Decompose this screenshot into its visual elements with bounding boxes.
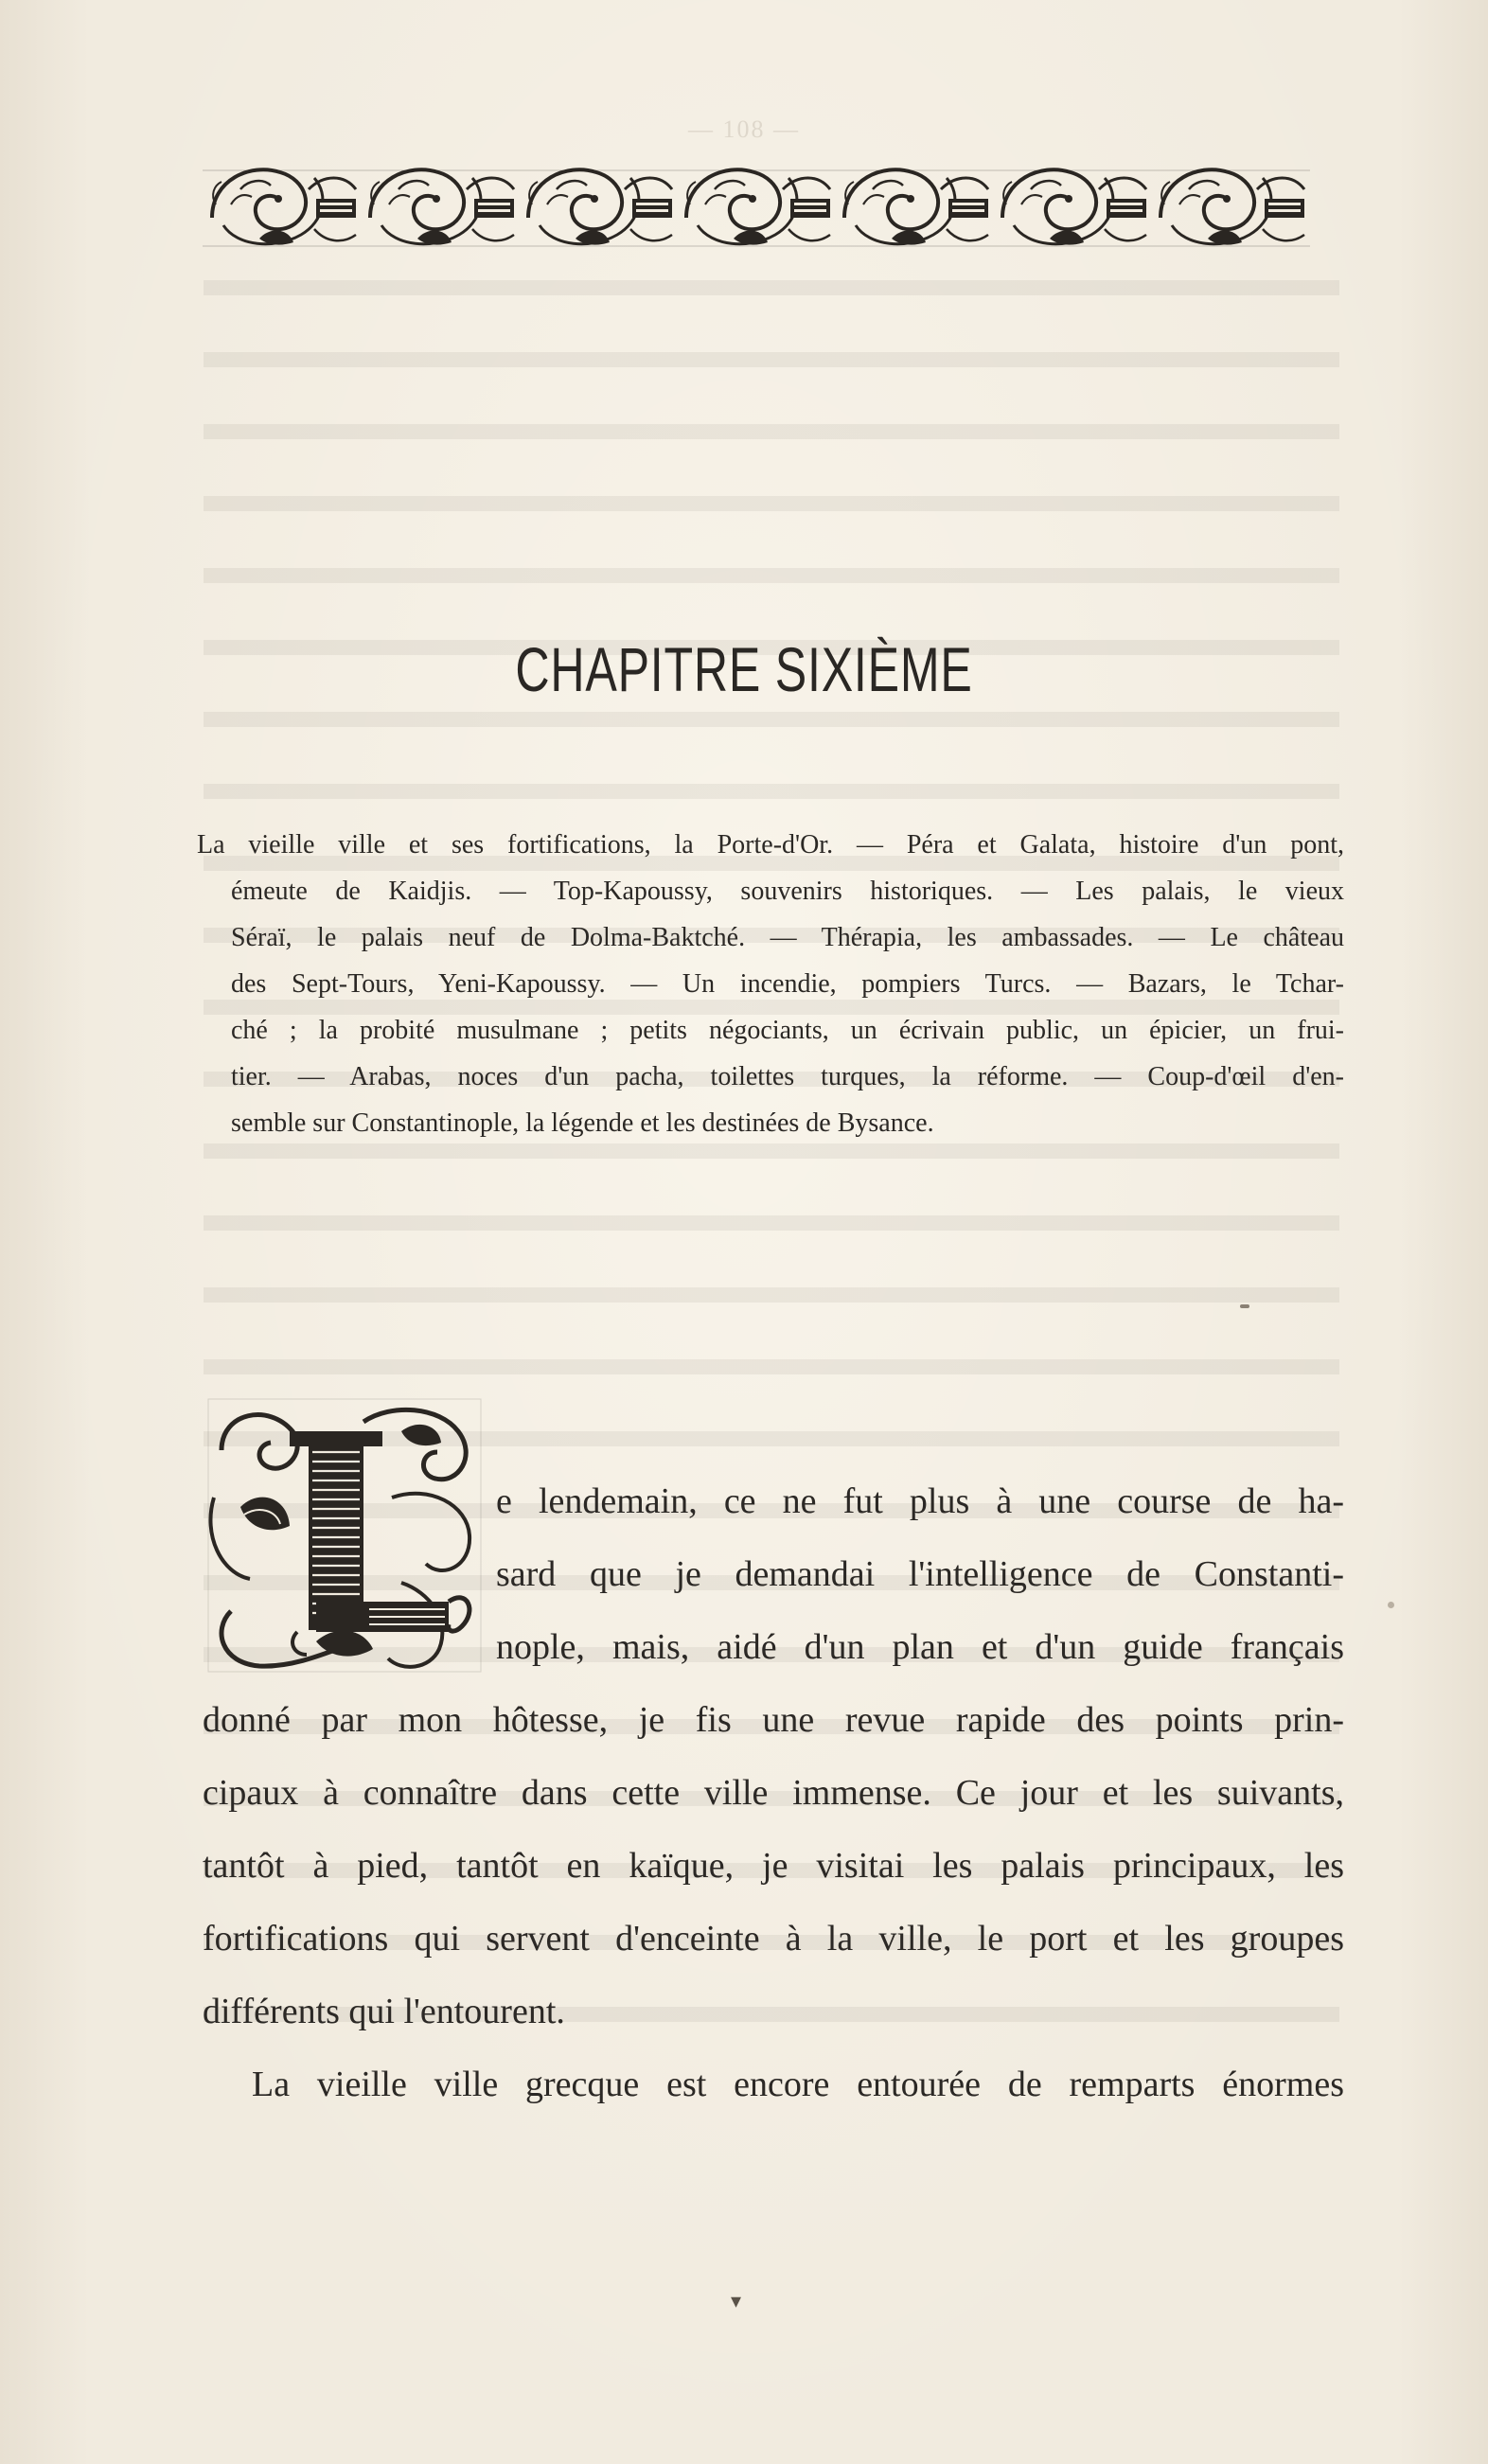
ink-speck: ▾ — [731, 2289, 742, 2313]
ink-speck — [1388, 1602, 1394, 1608]
body-line: nople, mais, aidé d'un plan et d'un guide français — [496, 1627, 1344, 1667]
opening-lines — [496, 1465, 1344, 1684]
ornamental-header-icon — [203, 151, 1310, 263]
summary-line: émeute de Kaidjis. — Top-Kapoussy, souvenirs historiques. — Les palais, le vieux — [231, 877, 1344, 906]
chapter-title: CHAPITRE SIXIÈME — [515, 634, 973, 705]
chapter-summary — [197, 822, 1344, 1146]
ink-speck — [1240, 1304, 1249, 1308]
body-line: tantôt à pied, tantôt en kaïque, je visitai les palais principaux, les — [203, 1846, 1344, 1886]
body-line: e lendemain, ce ne fut plus à une course de ha- — [496, 1481, 1344, 1521]
body-line: fortifications qui servent d'enceinte à la ville, le port et les groupes — [203, 1919, 1344, 1959]
body-text — [203, 1465, 1344, 2121]
summary-line: des Sept-Tours, Yeni-Kapoussy. — Un incendie, pompiers Turcs. — Bazars, le Tchar- — [231, 969, 1344, 999]
body-line: cipaux à connaître dans cette ville immense. Ce jour et les suivants, — [203, 1773, 1344, 1813]
summary-line: La vieille ville et ses fortifications, la Porte-d'Or. — Péra et Galata, histoire d'un pont, — [197, 830, 1344, 860]
summary-line: ché ; la probité musulmane ; petits négociants, un écrivain public, un épicier, un frui- — [231, 1016, 1344, 1045]
summary-line: Séraï, le palais neuf de Dolma-Baktché. — Thérapia, les ambassades. — Le château — [231, 923, 1344, 952]
body-line: sard que je demandai l'intelligence de Constanti- — [496, 1554, 1344, 1594]
summary-line: tier. — Arabas, noces d'un pacha, toilettes turques, la réforme. — Coup-d'œil d'en- — [231, 1062, 1344, 1091]
second-paragraph-line: La vieille ville grecque est encore entourée de remparts énormes — [252, 2065, 1344, 2104]
continuation-lines — [203, 1684, 1344, 2121]
summary-line: semble sur Constantinople, la légende et les destinées de Bysance. — [231, 1108, 934, 1138]
body-line: différents qui l'entourent. — [203, 1992, 565, 2031]
body-line: donné par mon hôtesse, je fis une revue rapide des points prin- — [203, 1700, 1344, 1740]
page-number: — 108 — — [688, 115, 800, 143]
